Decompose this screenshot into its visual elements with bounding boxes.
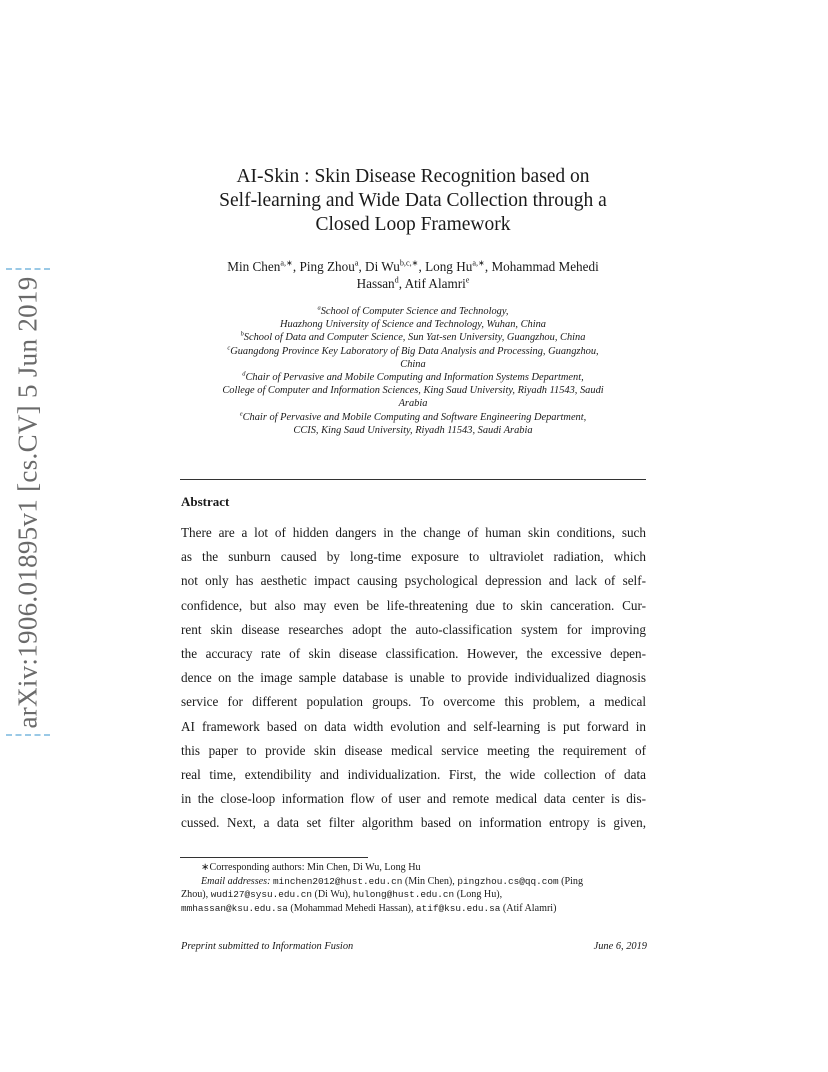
author-affil-mark: b,c,∗	[399, 258, 419, 268]
author-name: , Mohammad Mehedi	[484, 259, 599, 274]
email-link[interactable]: minchen2012@hust.edu.cn	[272, 875, 403, 887]
author-affil-mark: e	[465, 275, 470, 285]
abstract-line: dence on the image sample database is unable to provide individualized diagnosis	[181, 670, 646, 686]
affiliation-line: CCIS, King Saud University, Riyadh 11543, Saudi Arabia	[293, 424, 533, 436]
preprint-date: June 6, 2019	[593, 941, 647, 952]
email-link[interactable]: wudi27@sysu.edu.cn	[210, 889, 312, 900]
email-line	[181, 902, 647, 916]
affiliation-line: China	[400, 358, 426, 370]
affiliation-b	[178, 331, 648, 344]
affiliation-mark: d	[242, 370, 246, 378]
email-label: Email addresses:	[201, 875, 271, 887]
email-owner: (Long Hu),	[454, 889, 503, 900]
affiliation-e	[178, 411, 648, 437]
author-line-2	[180, 275, 646, 292]
abstract-body	[181, 521, 646, 835]
footnotes	[181, 861, 647, 915]
abstract-line: as the sunburn caused by long-time exposure to ultraviolet radiation, which	[181, 549, 646, 565]
email-link[interactable]: atif@ksu.edu.sa	[416, 902, 501, 914]
arxiv-stamp	[6, 268, 50, 736]
author-name: , Di Wu	[358, 259, 400, 274]
abstract-heading: Abstract	[181, 494, 230, 509]
footnote-divider	[180, 857, 368, 858]
email-owner: (Di Wu),	[312, 889, 353, 900]
corresponding-authors-note: ∗Corresponding authors: Min Chen, Di Wu, Long Hu	[201, 862, 421, 873]
affiliation-line: School of Data and Computer Science, Sun Yat-sen University, Guangzhou, China	[243, 332, 586, 344]
arxiv-stamp-text: arXiv:1906.01895v1 [cs.CV] 5 Jun 2019	[12, 275, 43, 729]
affiliation-mark: a	[317, 304, 321, 312]
author-name: , Long Hu	[418, 259, 473, 274]
affiliation-line: Arabia	[398, 398, 428, 410]
email-owner: (Mohammad Mehedi Hassan),	[287, 902, 417, 914]
affiliation-mark: c	[227, 344, 231, 352]
affiliations	[178, 305, 648, 437]
author-affil-mark: a,∗	[280, 258, 293, 268]
affiliation-a	[178, 305, 648, 331]
abstract-line: not only has aesthetic impact causing psychological depression and lack of self-	[181, 573, 646, 589]
abstract-line: There are a lot of hidden dangers in the change of human skin conditions, such	[181, 525, 646, 540]
title-line: AI-Skin : Skin Disease Recognition based on	[236, 166, 590, 187]
email-line	[181, 875, 647, 889]
abstract-line: this paper to provide skin disease medical service meeting the requirement of	[181, 742, 646, 758]
abstract-line: real time, extendibility and individualization. First, the wide collection of data	[181, 766, 646, 782]
email-link[interactable]: pingzhou.cs@qq.com	[457, 875, 559, 887]
abstract-line: rent skin disease researches adopt the auto-classification system for improving	[181, 621, 646, 637]
affiliation-line: Huazhong University of Science and Technology, Wuhan, China	[280, 319, 546, 331]
title-line: Self-learning and Wide Data Collection through a	[219, 190, 607, 211]
email-owner: (Min Chen),	[402, 875, 458, 887]
abstract-line: cussed. Next, a data set filter algorithm based on information entropy is given,	[181, 815, 646, 831]
abstract-line: in the close-loop information flow of user and remote medical data center is dis-	[181, 791, 646, 807]
author-line-1	[180, 258, 646, 275]
abstract-line: AI framework based on data width evolution and self-learning is put forward in	[181, 718, 646, 734]
email-owner: Zhou),	[181, 889, 211, 900]
affiliation-mark: e	[239, 410, 243, 418]
author-name: , Ping Zhou	[292, 259, 355, 274]
affiliation-line: College of Computer and Information Sciences, King Saud University, Riyadh 11543, Saudi	[222, 385, 604, 397]
author-affil-mark: a	[354, 258, 359, 268]
abstract-line: the accuracy rate of skin disease classification. However, the excessive depen-	[181, 645, 646, 661]
author-name: Hassan	[356, 276, 395, 291]
email-link[interactable]: hulong@hust.edu.cn	[352, 889, 455, 900]
email-link[interactable]: mmhassan@ksu.edu.sa	[181, 902, 288, 914]
preprint-note: Preprint submitted to Information Fusion	[181, 941, 354, 952]
affiliation-line: Guangdong Province Key Laboratory of Big Data Analysis and Processing, Guangzhou,	[230, 345, 599, 357]
abstract-line: confidence, but also may even be life-threatening due to skin canceration. Cur-	[181, 597, 646, 613]
paper-title	[180, 165, 646, 237]
affiliation-d	[178, 371, 648, 411]
email-owner: (Atif Alamri)	[500, 902, 557, 914]
email-line	[181, 888, 647, 902]
affiliation-line: Chair of Pervasive and Mobile Computing and Information Systems Department,	[245, 372, 584, 384]
affiliation-line: School of Computer Science and Technology,	[320, 306, 509, 317]
author-affil-mark: d	[394, 275, 399, 285]
author-name: , Atif Alamri	[398, 276, 466, 291]
title-line: Closed Loop Framework	[315, 214, 511, 235]
abstract-line: service for different population groups. To overcome this problem, a medical	[181, 694, 646, 710]
author-name: Min Chen	[227, 259, 281, 274]
author-affil-mark: a,∗	[472, 258, 485, 268]
affiliation-mark: b	[240, 330, 244, 338]
abstract-divider	[180, 479, 646, 480]
affiliation-c	[178, 345, 648, 371]
affiliation-line: Chair of Pervasive and Mobile Computing and Software Engineering Department,	[242, 411, 587, 423]
email-owner: (Ping	[558, 875, 584, 887]
author-list	[180, 258, 646, 292]
